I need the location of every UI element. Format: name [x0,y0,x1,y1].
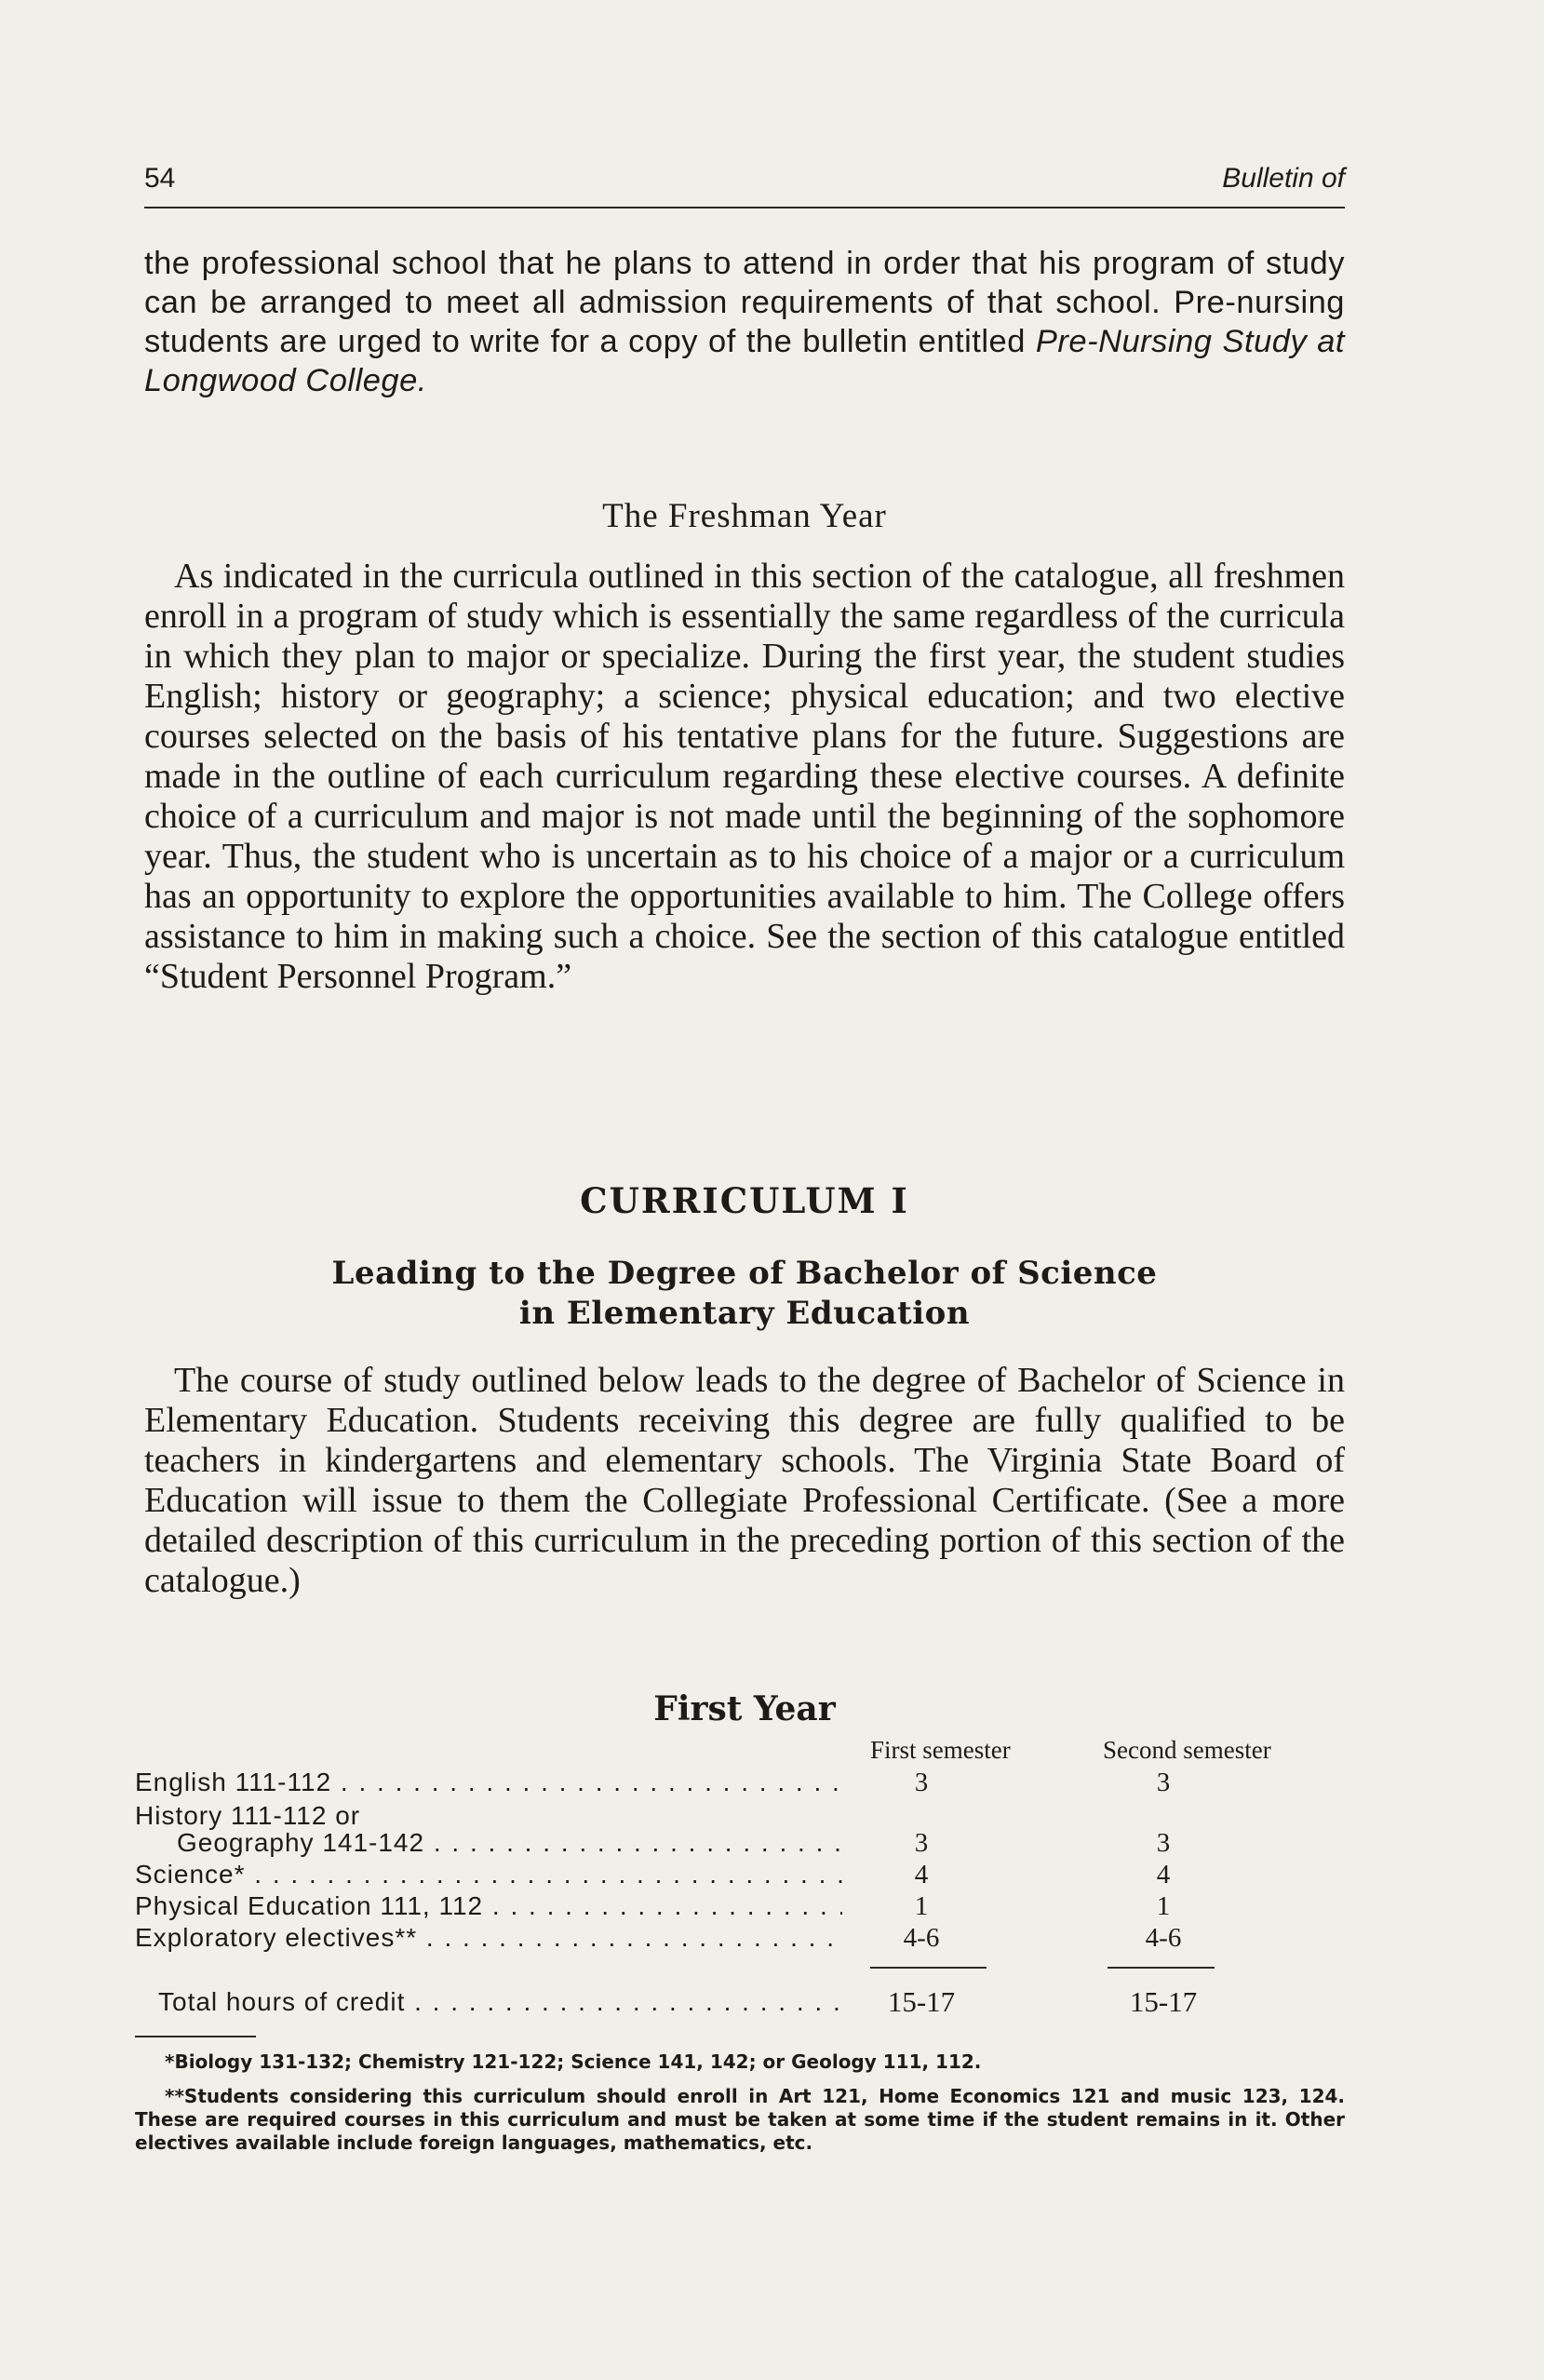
second-semester-hours: 4-6 [1145,1923,1182,1953]
course-label: English 111-112 . . . [135,1767,842,1798]
intro-text: the professional school that he plans to attend in order that his program of study can be arranged to meet all admission requirements of that school. Pre-nursing students are urged to write for a copy of the bulletin entitled [144,246,1345,359]
total-second-semester: 15-17 [1129,1985,1198,2018]
total-row [135,1986,1336,2018]
first-semester-hours: 3 [914,1768,929,1797]
total-label: Total hours of credit . . . [158,1986,842,2018]
footnote-electives: **Students considering this curriculum should enroll in Art 121, Home Economics 121 and music 123, 124. These are required courses in this curriculum and must be taken at some time if the student remains in it. Other electives available include foreign languages, mathematics, etc. [135,2085,1345,2154]
curriculum-title: CURRICULUM I [580,1180,909,1221]
first-year-heading: First Year [653,1689,836,1728]
second-semester-hours: 1 [1156,1891,1171,1921]
first-semester-hours: 4 [914,1860,929,1889]
total-first-semester: 15-17 [887,1985,956,2018]
sum-rule-second [1108,1967,1215,1969]
page-number: 54 [144,163,176,194]
column-second-semester: Second semester [1103,1736,1271,1764]
running-title: Bulletin of [1222,163,1345,194]
table-row [135,1767,1336,1798]
freshman-heading: The Freshman Year [602,497,887,535]
footnote-divider [135,2036,256,2037]
degree-subtitle-line2: in Elementary Education [518,1295,971,1332]
degree-subtitle-line1: Leading to the Degree of Bachelor of Science [331,1255,1158,1292]
first-semester-hours: 3 [914,1828,929,1858]
course-label: Exploratory electives** . . . [135,1922,842,1954]
bulletin-title: Pre-Nursing Study at Longwood College. [144,324,1345,398]
table-row [135,1827,1336,1859]
footnote-science: *Biology 131-132; Chemistry 121-122; Science 141, 142; or Geology 111, 112. [165,2051,982,2073]
second-semester-hours: 3 [1156,1768,1171,1797]
second-semester-hours: 4 [1156,1860,1171,1889]
first-semester-hours: 4-6 [903,1923,940,1953]
first-semester-hours: 1 [914,1891,929,1921]
sum-rule-first [870,1967,987,1969]
course-label: Physical Education 111, 112 . . . [135,1890,842,1922]
course-label: History 111-112 or [135,1801,361,1830]
curriculum-description: The course of study outlined below leads to the degree of Bachelor of Science in Elementary Education. Students receiving this degree are fully qualified to be teachers in kindergartens and elementary schools. The Virginia State Board of Education will issue to them the Collegiate Professional Certificate. (See a more detailed description of this curriculum in the preceding portion of this section of the catalogue.) [144,1361,1345,1600]
table-row [135,1859,1336,1890]
column-first-semester: First semester [870,1736,1011,1764]
course-label: Science* . . . [135,1859,842,1890]
freshman-paragraph: As indicated in the curricula outlined in this section of the catalogue, all freshmen enroll in a program of study which is essentially the same regardless of the curricula in which they plan to major or specialize. During the first year, the student studies English; history or geography; a science; physical education; and two elective courses selected on the basis of his tentative plans for the future. Suggestions are made in the outline of each curriculum regarding these elective courses. A definite choice of a curriculum and major is not made until the beginning of the sophomore year. Thus, the student who is uncertain as to his choice of a major or a curriculum has an opportunity to explore the opportunities available to him. The College offers assistance to him in making such a choice. See the section of this catalogue entitled “Student Personnel Program.” [144,557,1345,996]
second-semester-hours: 3 [1156,1828,1171,1858]
table-row [135,1890,1336,1922]
table-row [135,1922,1336,1954]
course-label: Geography 141-142 . . . [177,1827,842,1859]
